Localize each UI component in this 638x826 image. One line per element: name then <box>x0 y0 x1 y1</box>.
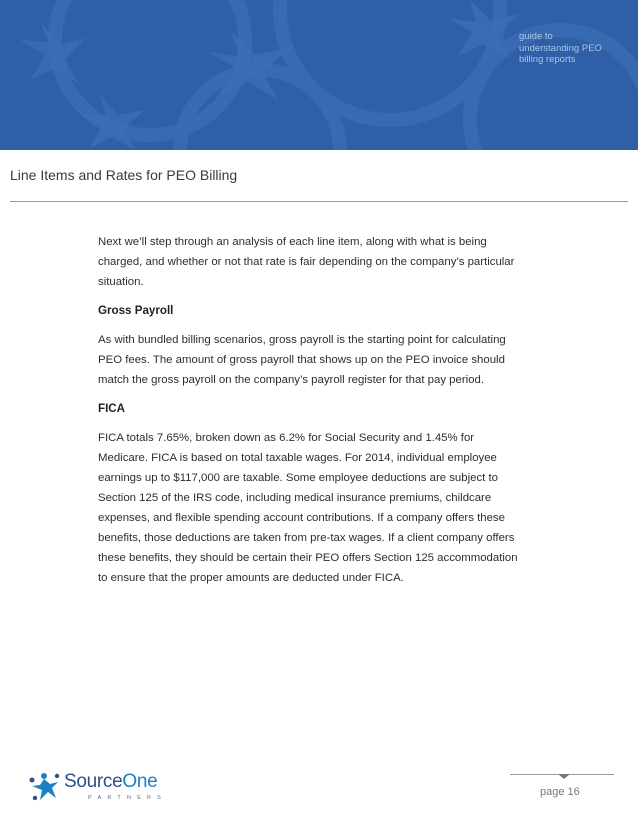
logo-star-icon <box>26 770 62 804</box>
guide-title: guide to understanding PEO billing reports <box>519 31 602 65</box>
body-content <box>98 232 518 597</box>
banner-pattern <box>0 0 638 150</box>
sourceone-logo <box>26 768 176 808</box>
fica-paragraph: FICA totals 7.65%, broken down as 6.2% for Social Security and 1.45% for Medicare. FICA is based on total taxable wages. For 2014, individual employee earnings up to $117,000 are taxable. Some employee deductions are subject to Section 125 of the IRS code, including medical insurance premiums, childcare expenses, and flexible spending account contributions. If a company offers these benefits, those deductions are taken from pre-tax wages. If a client company offers these benefits, they should be certain their PEO offers Section 125 accommodation to ensure that the proper amounts are deducted under FICA. <box>98 432 518 584</box>
logo-one: One <box>122 771 158 792</box>
page-number: page 16 <box>540 786 580 798</box>
intro-paragraph: Next we’ll step through an analysis of each line item, along with what is being charged, and whether or not that rate is fair depending on the company’s particular situation. <box>98 236 515 288</box>
header-banner <box>0 0 638 150</box>
gross-payroll-paragraph: As with bundled billing scenarios, gross payroll is the starting point for calculating PEO fees. The amount of gross payroll that shows up on the PEO invoice should match the gross payroll on the company’s payroll register for that pay period. <box>98 334 506 386</box>
fica-heading: FICA <box>98 402 126 415</box>
logo-source: Source <box>64 771 123 792</box>
gross-payroll-heading: Gross Payroll <box>98 304 174 317</box>
logo-wordmark <box>64 771 157 793</box>
logo-partners: PARTNERS <box>88 795 168 801</box>
footer-arrow-icon <box>558 774 570 779</box>
section-title: Line Items and Rates for PEO Billing <box>10 167 238 183</box>
title-divider <box>10 201 628 202</box>
